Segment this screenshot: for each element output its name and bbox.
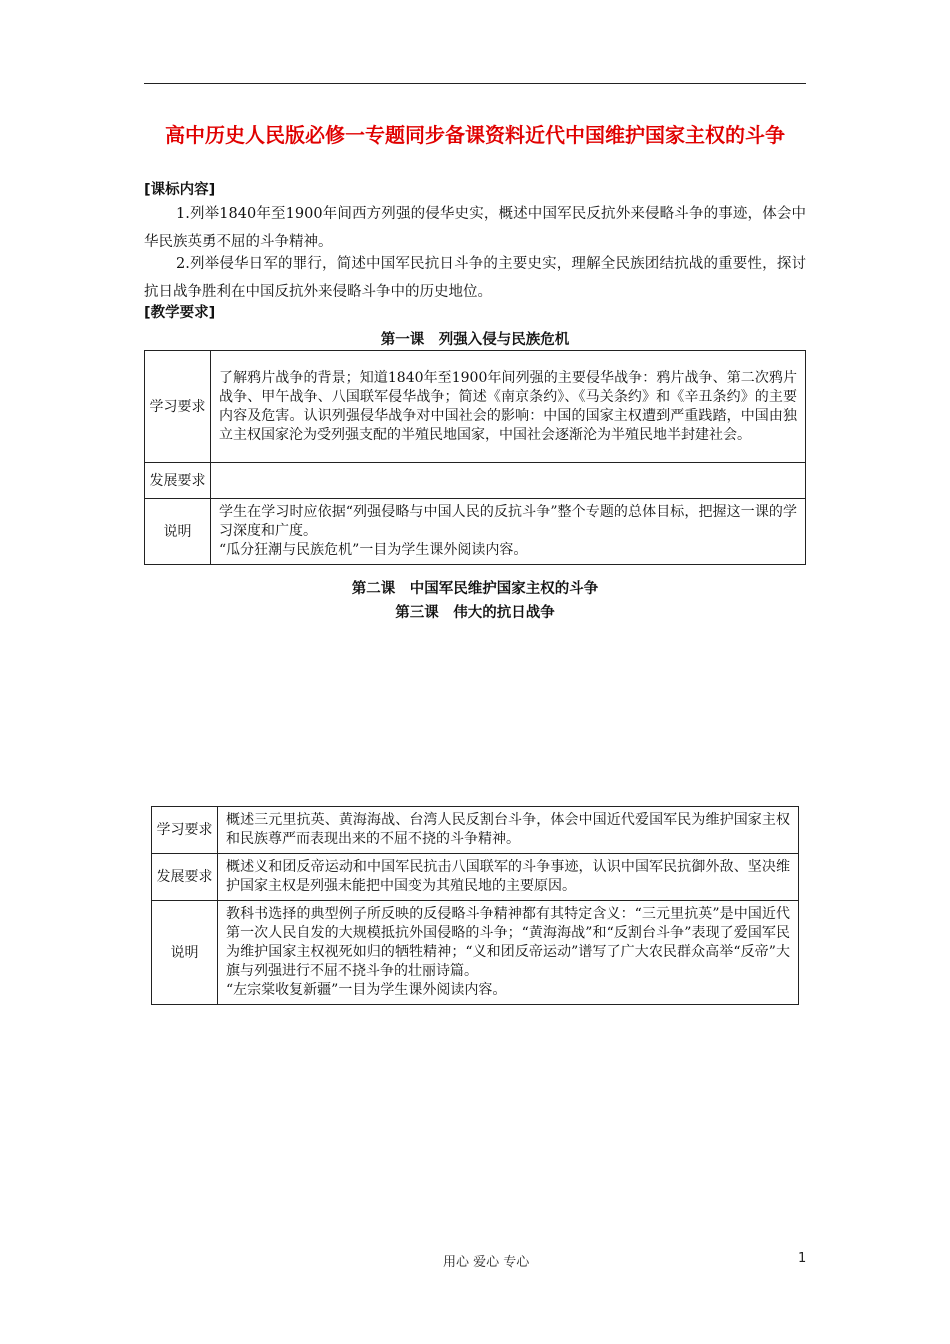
table-row	[145, 499, 806, 565]
row-label: 发展要求	[145, 463, 211, 499]
lesson-2-title: 第二课 中国军民维护国家主权的斗争	[351, 581, 599, 597]
table-row	[152, 854, 799, 901]
table-row	[145, 351, 806, 463]
curriculum-item-1: 1.列举1840年至1900年间西方列强的侵华史实，概述中国军民反抗外来侵略斗争的事迹，体会中华民族英勇不屈的斗争精神。	[144, 206, 806, 250]
page-number: 1	[798, 1251, 807, 1266]
table-row	[152, 901, 799, 1005]
curriculum-item-2: 2.列举侵华日军的罪行，简述中国军民抗日斗争的主要史实，理解全民族团结抗战的重要性，探讨抗日战争胜利在中国反抗外来侵略斗争中的历史地位。	[144, 256, 806, 300]
row-content: 概述义和团反帝运动和中国军民抗击八国联军的斗争事迹，认识中国军民抗御外敌、坚决维护国家主权是列强未能把中国变为其殖民地的主要原因。	[218, 854, 799, 901]
row-label: 说明	[152, 901, 218, 1005]
footer-motto: 用心 爱心 专心	[443, 1255, 530, 1270]
row-content: 教科书选择的典型例子所反映的反侵略斗争精神都有其特定含义：“三元里抗英”是中国近代第一次人民自发的大规模抵抗外国侵略的斗争；“黄海海战”和“反割台斗争”表现了爱国军民为维护国家主权视死如归的牺牲精神；“义和团反帝运动”谱写了广大农民群众高举“反帝”大旗与列强进行不屈不挠斗争的壮丽诗篇。	[226, 906, 790, 979]
row-content: 学生在学习时应依据“列强侵略与中国人民的反抗斗争”整个专题的总体目标，把握这一课的学习深度和广度。	[219, 504, 797, 539]
section-heading-curriculum: [课标内容]	[144, 182, 216, 198]
table-row	[145, 463, 806, 499]
row-content-note: “左宗棠收复新疆”一目为学生课外阅读内容。	[226, 982, 507, 998]
header-rule	[144, 83, 806, 84]
table-row	[152, 807, 799, 854]
row-content: 概述三元里抗英、黄海海战、台湾人民反割台斗争，体会中国近代爱国军民为维护国家主权和民族尊严而表现出来的不屈不挠的斗争精神。	[218, 807, 799, 854]
row-content: 了解鸦片战争的背景；知道1840年至1900年间列强的主要侵华战争：鸦片战争、第二次鸦片战争、甲午战争、八国联军侵华战争；简述《南京条约》、《马关条约》和《辛丑条约》的主要内容及危害。认识列强侵华战争对中国社会的影响：中国的国家主权遭到严重践踏，中国由独立主权国家沦为受列强支配的半殖民地国家，中国社会逐渐沦为半殖民地半封建社会。	[211, 351, 806, 463]
row-label: 说明	[145, 499, 211, 565]
row-content-cell	[211, 499, 806, 565]
section-heading-teaching: [教学要求]	[144, 305, 216, 321]
row-content	[211, 463, 806, 499]
lesson-2-requirements-table	[151, 806, 799, 1005]
document-title: 高中历史人民版必修一专题同步备课资料近代中国维护国家主权的斗争	[165, 123, 785, 147]
row-content-cell	[218, 901, 799, 1005]
lesson-1-title: 第一课 列强入侵与民族危机	[380, 332, 570, 348]
lesson-1-requirements-table	[144, 350, 806, 565]
row-label: 学习要求	[145, 351, 211, 463]
lesson-3-title: 第三课 伟大的抗日战争	[395, 605, 555, 621]
row-label: 发展要求	[152, 854, 218, 901]
row-label: 学习要求	[152, 807, 218, 854]
row-content-note: “瓜分狂潮与民族危机”一目为学生课外阅读内容。	[219, 542, 528, 558]
